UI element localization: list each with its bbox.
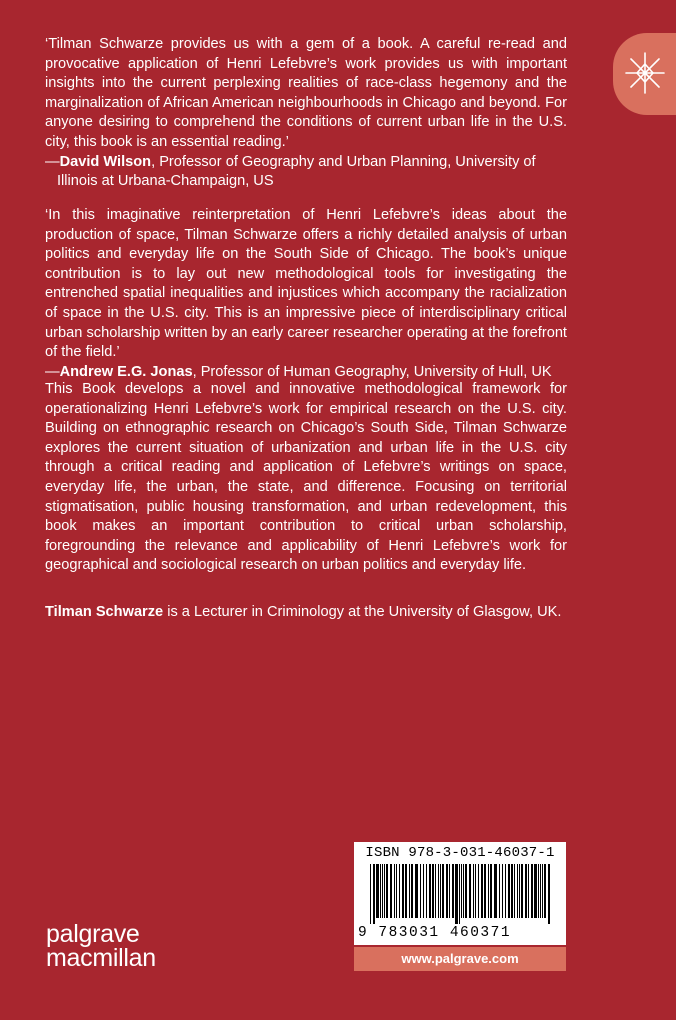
barcode-bar: [384, 864, 385, 918]
barcode-bar: [548, 864, 550, 924]
palgrave-logo-tab: [613, 33, 676, 115]
publisher-logo: [46, 922, 156, 970]
barcode-bar: [426, 864, 427, 918]
barcode-bar: [478, 864, 479, 918]
barcode-bar: [435, 864, 436, 918]
author-name: Tilman Schwarze: [45, 604, 164, 620]
barcode-bar: [531, 864, 533, 918]
barcode-bar: [399, 864, 400, 918]
author-bio: [45, 603, 567, 623]
quote-dash: —: [45, 363, 60, 380]
barcode-bar: [490, 864, 492, 918]
publisher-logo-line1: palgrave: [46, 920, 140, 948]
barcode-bar: [382, 864, 383, 918]
barcode-bar: [511, 864, 513, 918]
barcode-bar: [469, 864, 471, 918]
barcode-bar: [475, 864, 476, 918]
barcode-bar: [538, 864, 539, 918]
barcode-bar: [376, 864, 379, 918]
barcode-bar: [508, 864, 510, 918]
barcode-bar: [499, 864, 500, 918]
barcode-bar: [429, 864, 431, 918]
barcode-digits: 9 783031 460371: [358, 925, 512, 941]
barcode-bar: [370, 864, 371, 924]
author-bio-text: is a Lecturer in Criminology at the University of Glasgow, UK.: [163, 604, 562, 620]
barcode-bar: [540, 864, 541, 918]
publisher-logo-line2: macmillan: [46, 944, 156, 972]
barcode-bar: [423, 864, 424, 918]
barcode-bar: [481, 864, 483, 918]
barcode-bar: [514, 864, 515, 918]
barcode-bar: [459, 864, 460, 924]
barcode-bars: [370, 864, 552, 924]
endorsement-quote-1: [45, 35, 567, 192]
quote-dash: —: [45, 153, 60, 170]
barcode-bar: [505, 864, 506, 918]
barcode-bar: [420, 864, 421, 918]
barcode-bar: [517, 864, 518, 918]
quote-author: Andrew E.G. Jonas: [59, 363, 193, 380]
barcode-bar: [455, 864, 458, 924]
barcode-bar: [484, 864, 486, 918]
quote-affiliation: , Professor of Geography and Urban Planning, University of Illinois at Urbana-Champaign, US: [57, 153, 536, 190]
isbn-label: ISBN 978-3-031-46037-1: [365, 845, 555, 861]
barcode-bar: [396, 864, 397, 918]
barcode-bar: [521, 864, 523, 918]
barcode-bar: [502, 864, 503, 918]
isbn-barcode: [354, 842, 566, 945]
barcode-bar: [402, 864, 404, 918]
barcode-bar: [411, 864, 413, 918]
barcode-bar: [452, 864, 454, 918]
barcode-bar: [405, 864, 407, 918]
barcode-bar: [438, 864, 439, 918]
barcode-bar: [461, 864, 462, 918]
barcode-bar: [519, 864, 520, 918]
barcode-bar: [390, 864, 392, 918]
barcode-bar: [463, 864, 464, 918]
publisher-url: www.palgrave.com: [354, 947, 566, 971]
quote-attribution: [45, 153, 567, 192]
barcode-bar: [534, 864, 537, 918]
barcode-bar: [542, 864, 543, 918]
barcode-bar: [488, 864, 489, 918]
barcode-bar: [432, 864, 434, 918]
barcode-bar: [373, 864, 375, 924]
book-description: This Book develops a novel and innovative methodological framework for operationalizing Henri Lefebvre’s work for empirical research on the U.S. city. Building on ethnographic research on Chicago’s South Side, Tilman Schwarze explores the current situation of urbanization and urban life in the U.S. city through a critical reading and application of Lefebvre’s writings on space, everyday life, the urban, the state, and difference. Focusing on territorial stigmatisation, public housing transformation, and urban redevelopment, this book makes an important contribution to critical urban scholarship, foregrounding the relevance and applicability of Henri Lefebvre’s work for geographical and sociological research on urban politics and everyday life.: [45, 381, 567, 574]
quote-text: ‘Tilman Schwarze provides us with a gem of a book. A careful re-read and provocative application of Henri Lefebvre’s work provides us with important insights into the current perplexing realities of race-class hegemony and the marginalization of African American neighbourhoods in Chicago and beyond. For anyone desiring to comprehend the conditions of current urban life in the U.S. city, this book is an essential reading.’: [45, 36, 567, 150]
barcode-bar: [380, 864, 381, 918]
barcode-bar: [528, 864, 529, 918]
barcode-bar: [544, 864, 546, 918]
barcode-bar: [494, 864, 497, 918]
quote-affiliation: , Professor of Human Geography, University of Hull, UK: [192, 363, 552, 380]
barcode-bar: [386, 864, 388, 918]
quote-text: ‘In this imaginative reinterpretation of Henri Lefebvre’s ideas about the production of space, Tilman Schwarze offers a richly detailed analysis of urban politics and everyday life on the South Side of Chicago. The book’s unique contribution is to lay out new methodological tools for investigating the entrenched spatial inequalities and injustices which accompany the racialization of space in the U.S. city. This is an impressive piece of interdisciplinary critical urban scholarship written by an early career researcher operating at the forefront of the field.’: [45, 207, 567, 361]
barcode-bar: [440, 864, 441, 918]
barcode-bar: [473, 864, 474, 918]
barcode-bar: [409, 864, 410, 918]
barcode-bar: [446, 864, 448, 918]
barcode-bar: [394, 864, 395, 918]
barcode-bar: [442, 864, 444, 918]
palgrave-star-icon: [623, 50, 667, 96]
barcode-bar: [465, 864, 467, 918]
barcode-bar: [449, 864, 450, 918]
barcode-bar: [525, 864, 527, 918]
endorsement-quote-2: [45, 206, 567, 382]
barcode-bar: [415, 864, 418, 918]
quote-author: David Wilson: [59, 153, 152, 170]
